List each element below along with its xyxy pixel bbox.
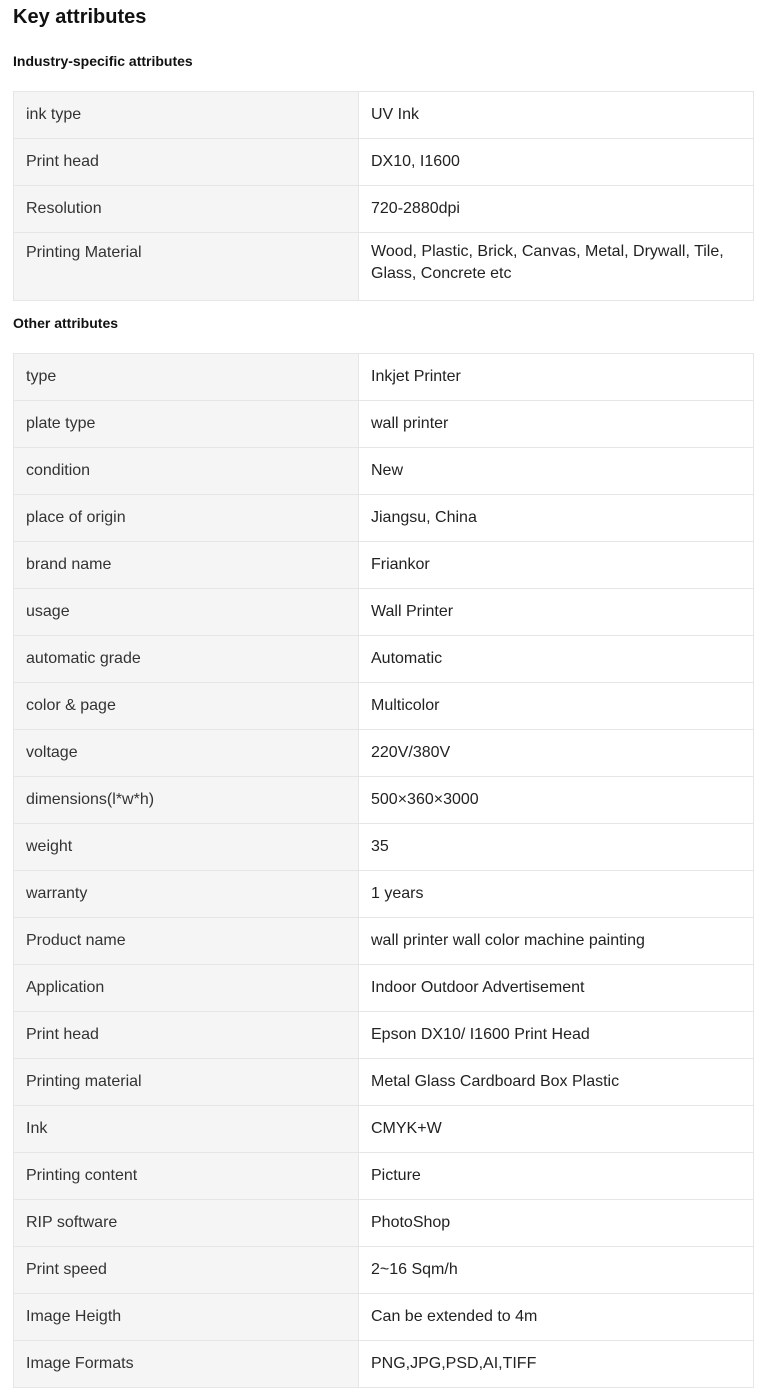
- table-row: [14, 186, 754, 233]
- attribute-key: voltage: [14, 730, 359, 777]
- attribute-value: Wood, Plastic, Brick, Canvas, Metal, Drywall, Tile, Glass, Concrete etc: [359, 233, 754, 301]
- attribute-value: UV Ink: [359, 92, 754, 139]
- attribute-value: PhotoShop: [359, 1200, 754, 1247]
- attribute-value: Friankor: [359, 542, 754, 589]
- table-row: [14, 495, 754, 542]
- table-row: [14, 1247, 754, 1294]
- attribute-key: Resolution: [14, 186, 359, 233]
- attribute-value: Jiangsu, China: [359, 495, 754, 542]
- table-row: [14, 401, 754, 448]
- attribute-key: Image Formats: [14, 1341, 359, 1388]
- attribute-value: PNG,JPG,PSD,AI,TIFF: [359, 1341, 754, 1388]
- table-row: [14, 92, 754, 139]
- attribute-value: DX10, I1600: [359, 139, 754, 186]
- table-row: [14, 542, 754, 589]
- attribute-key: Printing Material: [14, 233, 359, 301]
- attribute-key: dimensions(l*w*h): [14, 777, 359, 824]
- attribute-value: Multicolor: [359, 683, 754, 730]
- attribute-key: Image Heigth: [14, 1294, 359, 1341]
- attribute-key: Product name: [14, 918, 359, 965]
- table-row: [14, 683, 754, 730]
- attribute-key: color & page: [14, 683, 359, 730]
- attribute-value: CMYK+W: [359, 1106, 754, 1153]
- attribute-key: Printing material: [14, 1059, 359, 1106]
- attribute-key: Print speed: [14, 1247, 359, 1294]
- attribute-value: 500×360×3000: [359, 777, 754, 824]
- attribute-key: plate type: [14, 401, 359, 448]
- table-row: [14, 1153, 754, 1200]
- table-row: [14, 824, 754, 871]
- attribute-key: place of origin: [14, 495, 359, 542]
- attribute-key: RIP software: [14, 1200, 359, 1247]
- other-attributes-table: [13, 353, 754, 1388]
- attribute-value: Automatic: [359, 636, 754, 683]
- table-row: [14, 1106, 754, 1153]
- attribute-value: Inkjet Printer: [359, 354, 754, 401]
- table-row: [14, 354, 754, 401]
- attribute-value: Epson DX10/ I1600 Print Head: [359, 1012, 754, 1059]
- attribute-value: wall printer: [359, 401, 754, 448]
- attribute-key: Printing content: [14, 1153, 359, 1200]
- attribute-value: 35: [359, 824, 754, 871]
- attribute-key: condition: [14, 448, 359, 495]
- attribute-key: type: [14, 354, 359, 401]
- attribute-value: New: [359, 448, 754, 495]
- table-row: [14, 965, 754, 1012]
- page-title: Key attributes: [13, 6, 147, 28]
- table-row: [14, 918, 754, 965]
- table-row: [14, 589, 754, 636]
- table-row: [14, 1059, 754, 1106]
- table-row: [14, 139, 754, 186]
- table-row: [14, 233, 754, 301]
- table-row: [14, 1294, 754, 1341]
- attribute-key: Print head: [14, 1012, 359, 1059]
- industry-attributes-heading: Industry-specific attributes: [13, 53, 193, 69]
- table-row: [14, 1012, 754, 1059]
- attribute-value: 720-2880dpi: [359, 186, 754, 233]
- attribute-value: 220V/380V: [359, 730, 754, 777]
- table-row: [14, 871, 754, 918]
- attribute-key: Print head: [14, 139, 359, 186]
- attribute-key: ink type: [14, 92, 359, 139]
- attribute-key: warranty: [14, 871, 359, 918]
- attribute-value: 2~16 Sqm/h: [359, 1247, 754, 1294]
- attribute-value: Indoor Outdoor Advertisement: [359, 965, 754, 1012]
- table-row: [14, 448, 754, 495]
- industry-attributes-table: [13, 91, 754, 301]
- attribute-key: usage: [14, 589, 359, 636]
- attribute-key: weight: [14, 824, 359, 871]
- table-row: [14, 636, 754, 683]
- attribute-value: 1 years: [359, 871, 754, 918]
- other-attributes-heading: Other attributes: [13, 315, 119, 331]
- attribute-value: Metal Glass Cardboard Box Plastic: [359, 1059, 754, 1106]
- attribute-value: wall printer wall color machine painting: [359, 918, 754, 965]
- table-row: [14, 1200, 754, 1247]
- attribute-key: Ink: [14, 1106, 359, 1153]
- table-row: [14, 1341, 754, 1388]
- table-row: [14, 777, 754, 824]
- attribute-value: Wall Printer: [359, 589, 754, 636]
- attribute-key: brand name: [14, 542, 359, 589]
- attribute-value: Can be extended to 4m: [359, 1294, 754, 1341]
- attribute-key: automatic grade: [14, 636, 359, 683]
- attribute-value: Picture: [359, 1153, 754, 1200]
- attribute-key: Application: [14, 965, 359, 1012]
- table-row: [14, 730, 754, 777]
